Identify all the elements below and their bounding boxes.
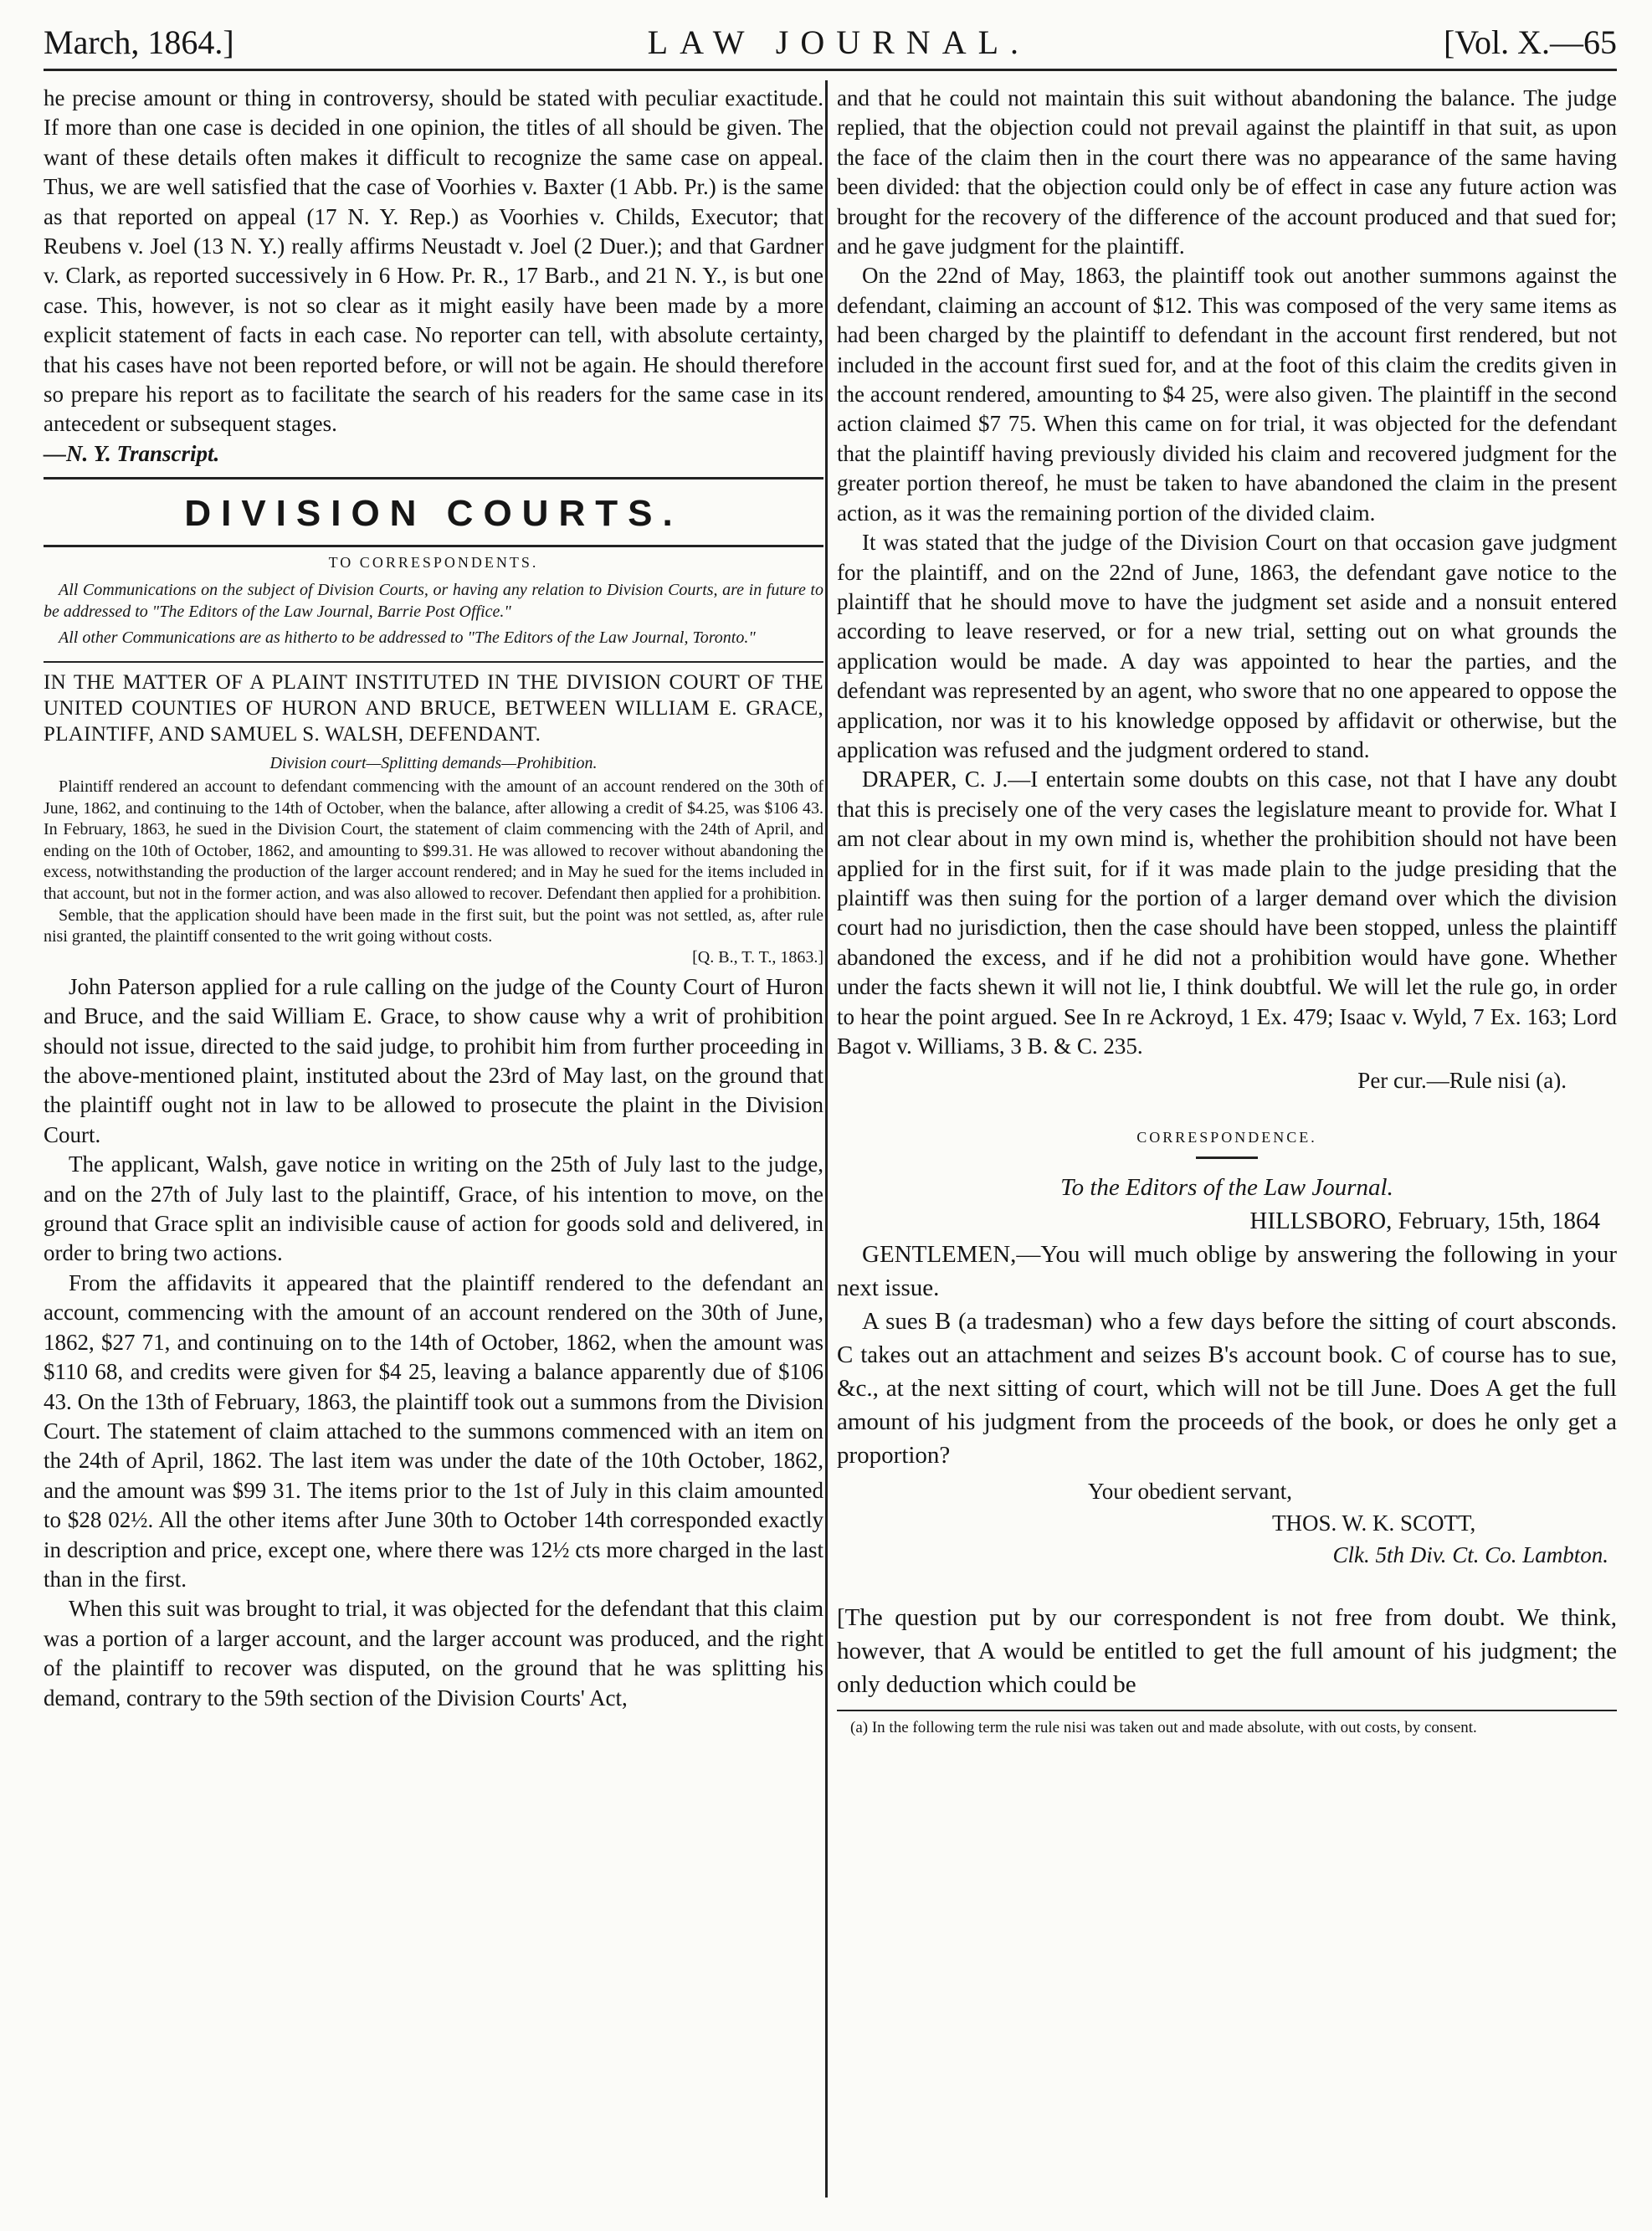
correspondence-heading: CORRESPONDENCE. [1136,1129,1317,1146]
letter-address: To the Editors of the Law Journal. [1060,1174,1393,1202]
letter-signature-title: Clk. 5th Div. Ct. Co. Lambton. [1332,1542,1608,1568]
letter-salutation: GENTLEMEN,—You will much oblige by answering the following in your next issue. [837,1241,1617,1302]
headnote-semble: Semble, that the application should have been made in the first suit, but the point was not settled, as, after rule nisi granted, the plaintiff consented to the writ going without costs. [44,905,823,946]
intro-paragraph: he precise amount or thing in controversy, should be stated with peculiar exactitude. If more than one case is decided in one opinion, the titles of all should be given. The want of these details often makes it difficult to recognize the same case on appeal. Thus, we are well satisfied that the case of Voorhies v. Baxter (1 Abb. Pr.) is the same as that reported on appeal (17 N. Y. Rep.) as Voorhies v. Childs, Executor; that Reubens v. Joel (13 N. Y.) really affirms Neustadt v. Joel (2 Duer.); and that Gardner v. Clark, as reported successively in 6 How. Pr. R., 17 Barb., and 21 N. Y., is but one case. This, however, is not so clear as it might easily have been made by a more explicit statement of facts in each case. No reporter can tell, with absolute certainty, that his cases have not been reported before, or will not be again. He should therefore so prepare his report as to facilitate the search of his readers for the same case in its antecedent or subsequent stages. [44,85,823,437]
section-rule-lower [44,545,823,547]
left-paragraph-2: The applicant, Walsh, gave notice in writing on the 25th of July last to the judge, and on the 27th of July last to the plaintiff, Grace, of his intention to move, on the ground that Grace split an indivisible cause of action for goods sold and delivered, in order to bring two actions. [44,1151,823,1266]
editor-reply: [The question put by our correspondent is not free from doubt. We think, however, that A would be entitled to get the full amount of his judgment; the only deduction which could be [837,1604,1617,1699]
right-paragraph-2: On the 22nd of May, 1863, the plaintiff took out another summons against the defendant, claiming an account of $12. This was composed of the very same items as had been charged by the plaintiff to defendant in the account first rendered, but not included in the account first sued for, and at the foot of this claim the credits given in the account rendered, amounting to $4 25, were also given. The plaintiff in the second action claimed $7 75. When this came on for trial, it was objected for the defendant that the plaintiff having previously divided his claim and recovered judgment for the greater portion thereof, he must be taken to have abandoned the claim in the present action, as it was the remaining portion of the divided claim. [837,263,1617,526]
left-paragraph-1: John Paterson applied for a rule calling on the judge of the County Court of Huron and Bruce, and the said William E. Grace, to show cause why a writ of prohibition should not issue, directed to the said judge, to prohibit him from further proceeding in the above-mentioned plaint, instituted about the 23rd of May last, on the ground that the plaintiff ought not in law to be allowed to prosecute the plaint in the Division Court. [44,973,823,1147]
section-title: DIVISION COURTS. [184,493,683,535]
headnote: Plaintiff rendered an account to defendant commencing with the amount of an account rendered on the 30th of June, 1862, and continuing to the 14th of October, when the balance, after allowing a credit of $4.25, was $106 43. In February, 1863, he sued in the Division Court, the statement of claim commencing with the 24th of April, and ending on the 10th of October, 1862, and amounting to $99.31. He was allowed to recover without abandoning the excess, notwithstanding the production of the larger account rendered; and in May he sued for the items included in that account, but not in the former action, and was also allowed to recover. Defendant then applied for a prohibition. [44,777,823,904]
footnote: (a) In the following term the rule nisi was taken out and made absolute, with out costs, by consent. [850,1719,1477,1737]
notice-other: All other Communications are as hitherto to be addressed to "The Editors of the Law Journal, Toronto." [59,628,756,648]
letter-closing: Your obedient servant, [1088,1479,1292,1505]
correspondence-rule [1196,1157,1258,1159]
page-header [44,18,1617,65]
section-rule [44,477,823,480]
right-paragraph-3: It was stated that the judge of the Division Court on that occasion gave judgment for the plaintiff, and on the 22nd of June, 1863, the defendant gave notice to the plaintiff that he should move to have the judgment set aside and a nonsuit entered according to leave reserved, or for a new trial, setting out on what grounds the application would be made. A day was appointed to hear the parties, and the defendant was represented by an agent, who swore that no one appeared to oppose the application, nor was it to his knowledge opposed by affidavit or otherwise, but the application was refused and the judgment ordered to stand. [837,530,1617,762]
header-volume: [Vol. X.—65 [1443,23,1617,61]
correspondents-heading: TO CORRESPONDENTS. [328,554,539,572]
per-curiam: Per cur.—Rule nisi (a). [1357,1068,1567,1094]
header-date: March, 1864.] [44,23,234,61]
letter-dateline: HILLSBORO, February, 15th, 1864 [1249,1208,1600,1235]
column-divider [825,80,828,2198]
letter-body: A sues B (a tradesman) who a few days before the sitting of court absconds. C takes out an attachment and seizes B's account book. C of course has to sue, &c., at the next sitting of court, which will not be till June. Does A get the full amount of his judgment from the proceeds of the book, or does he only get a proportion? [837,1308,1617,1469]
left-paragraph-3: From the affidavits it appeared that the plaintiff rendered to the defendant an account, commencing with the amount of an account rendered on the 30th of June, 1862, $27 71, and continuing on to the 14th of October, 1862, when the amount was $110 68, and credits were given for $4 25, leaving a balance apparently due of $106 43. On the 13th of February, 1863, the plaintiff took out a summons from the Division Court. The statement of claim attached to the summons commenced with an item on the 24th of April, 1862. The last item was under the date of the 10th October, 1862, and the amount was $99 31. The items prior to the 1st of July in this claim amounted to $28 02½. All the other items after June 30th to October 14th corresponded exactly in description and price, except one, where there was 12½ cts more charged in the last than in the first. [44,1269,823,1592]
letter-signature-name: THOS. W. K. SCOTT, [1272,1510,1476,1536]
notice-rule [44,661,823,663]
header-rule [44,69,1617,71]
case-subject: Division court—Splitting demands—Prohibition. [269,754,598,773]
header-journal-title: LAW JOURNAL. [647,23,1031,61]
headnote-citation: [Q. B., T. T., 1863.] [692,947,823,967]
right-column [837,84,1617,1738]
intro-source: —N. Y. Transcript. [44,440,220,466]
right-paragraph-1: and that he could not maintain this suit without abandoning the balance. The judge replied, that the objection could not prevail against the plaintiff in that suit, as upon the face of the claim then in the court there was no appearance of the same having been divided: that the objection could only be of effect in case any future action was brought for the recovery of the difference of the account produced and that sued for; and he gave judgment for the plaintiff. [837,85,1617,259]
left-column [44,84,823,1713]
footnote-rule [837,1710,1617,1711]
case-heading: IN THE MATTER OF A PLAINT INSTITUTED IN THE DIVISION COURT OF THE UNITED COUNTIES OF HURON AND BRUCE, BETWEEN WILLIAM E. GRACE, PLAINTIFF, AND SAMUEL S. WALSH, DEFENDANT. [44,671,823,746]
notice-division-courts: All Communications on the subject of Division Courts, or having any relation to Division Courts, are in future to be addressed to "The Editors of the Law Journal, Barrie Post Office." [44,581,823,621]
left-paragraph-4: When this suit was brought to trial, it was objected for the defendant that this claim was a portion of a larger account, and the larger account was produced, and the right of the plaintiff to recover was disputed, on the ground that he was splitting his demand, contrary to the 59th section of the Division Courts' Act, [44,1596,823,1710]
right-paragraph-4: DRAPER, C. J.—I entertain some doubts on this case, not that I have any doubt that this is precisely one of the very cases the legislature meant to provide for. What I am not clear about in my own mind is, whether the prohibition should not have been applied for in the first suit, for if it was made plain to the judge presiding that the plaintiff was then suing for the portion of a larger demand over which the division court had no jurisdiction, then the case should have been stopped, unless the plaintiff abandoned the excess, and if he did not a prohibition would have gone. Whether under the facts shewn it will not lie, I think doubtful. We will let the rule go, in order to hear the point argued. See In re Ackroyd, 1 Ex. 479; Isaac v. Wyld, 7 Ex. 163; Lord Bagot v. Williams, 3 B. & C. 235. [837,767,1617,1059]
